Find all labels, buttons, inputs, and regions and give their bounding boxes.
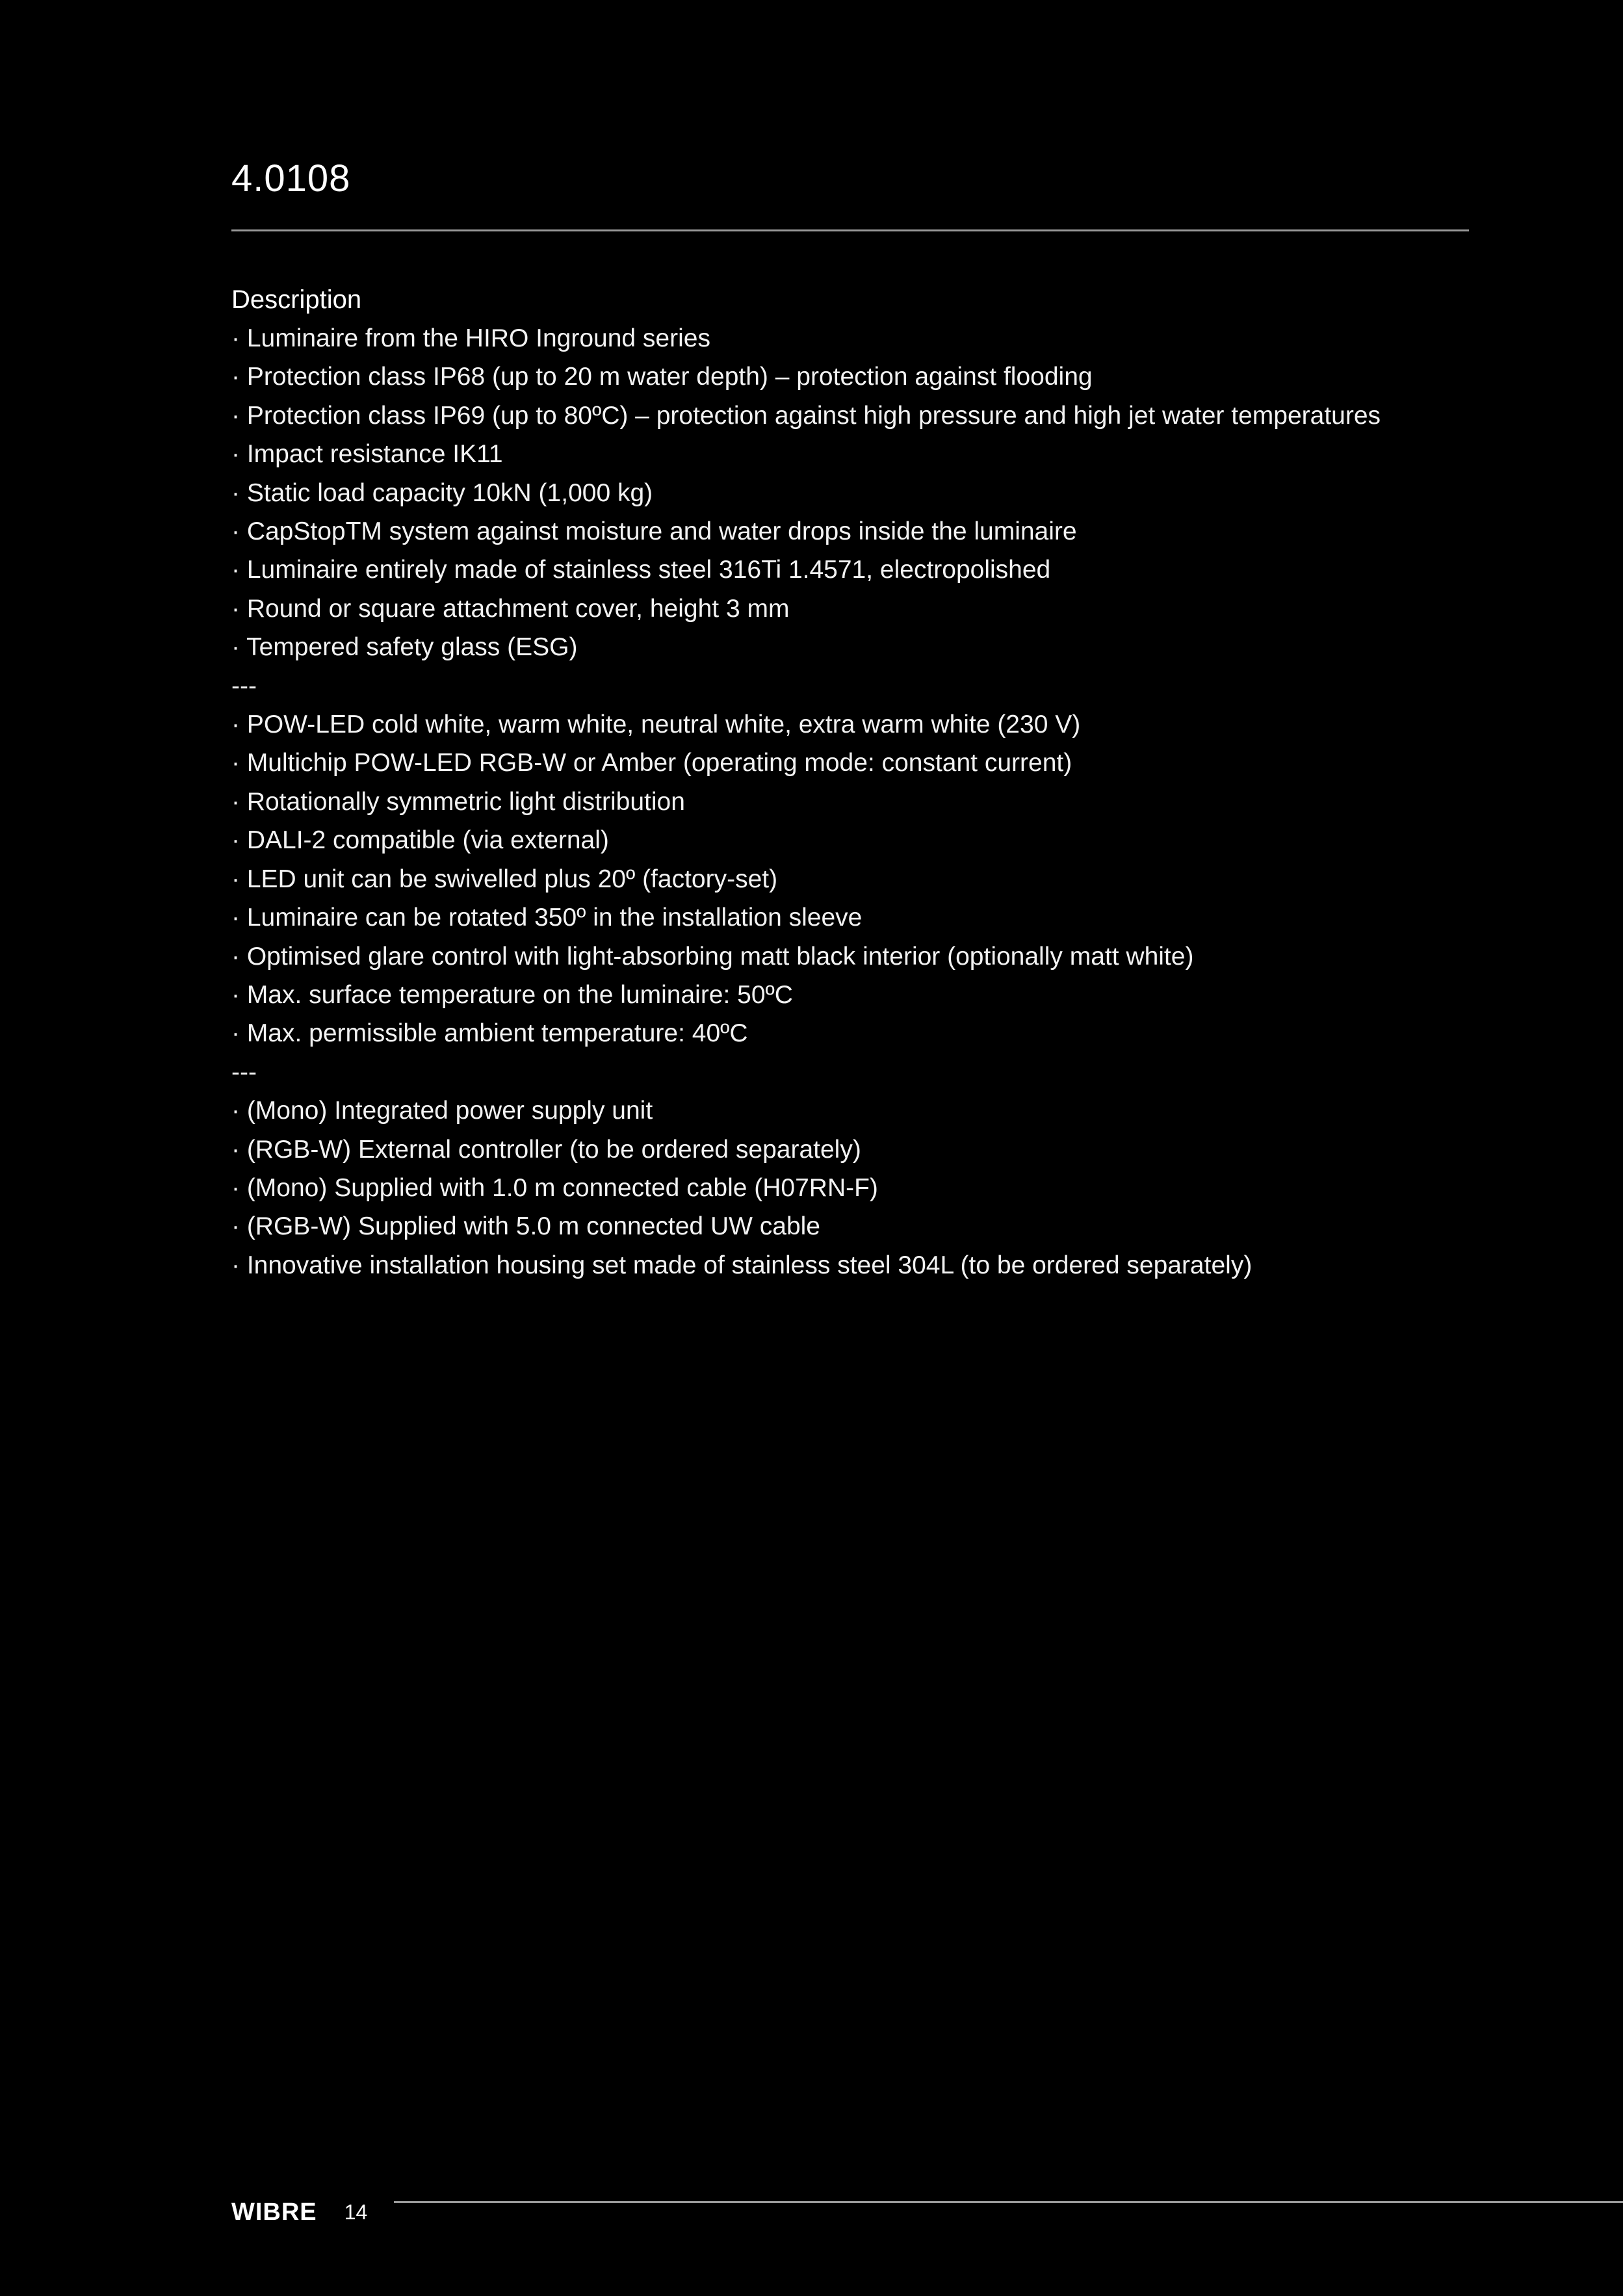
description-line: · Rotationally symmetric light distribution [231,787,685,816]
brand-logo: WIBRE [231,2198,317,2226]
description-line: · Luminaire entirely made of stainless steel 316Ti 1.4571, electropolished [231,556,1051,584]
description-line: · (RGB-W) External controller (to be ordered separately) [231,1135,861,1164]
description-list [231,319,1381,1285]
description-line: · Optimised glare control with light-absorbing matt black interior (optionally matt white) [231,942,1194,971]
header-divider [231,229,1469,231]
page-footer [231,2196,367,2228]
description-line: · Multichip POW-LED RGB-W or Amber (operating mode: constant current) [231,749,1072,777]
description-line: · LED unit can be swivelled plus 20º (factory-set) [231,865,778,893]
description-line: · DALI-2 compatible (via external) [231,826,609,855]
section-separator: --- [231,1058,257,1086]
description-line: · (Mono) Integrated power supply unit [231,1097,653,1125]
description-line: · (RGB-W) Supplied with 5.0 m connected UW cable [231,1212,820,1241]
description-line: · Impact resistance IK11 [231,440,503,469]
description-line: · POW-LED cold white, warm white, neutral white, extra warm white (230 V) [231,711,1081,739]
description-line: · Protection class IP68 (up to 20 m water depth) – protection against flooding [231,363,1093,391]
description-heading: Description [231,285,362,314]
description-line: · Tempered safety glass (ESG) [231,633,578,662]
description-line: · Luminaire from the HIRO Inground series [231,324,710,352]
description-line: · Protection class IP69 (up to 80ºC) – protection against high pressure and high jet water temperatures [231,401,1381,430]
description-line: · CapStopTM system against moisture and water drops inside the luminaire [231,517,1077,546]
description-line: · Static load capacity 10kN (1,000 kg) [231,478,653,507]
description-line: · Round or square attachment cover, height 3 mm [231,594,790,623]
section-separator: --- [231,672,257,700]
footer-divider [394,2201,1623,2203]
page-number: 14 [344,2200,368,2224]
description-line: · Luminaire can be rotated 350º in the installation sleeve [231,904,863,932]
description-line: · (Mono) Supplied with 1.0 m connected cable (H07RN-F) [231,1173,878,1202]
description-line: · Max. surface temperature on the luminaire: 50ºC [231,980,793,1009]
description-line: · Innovative installation housing set made of stainless steel 304L (to be ordered separately) [231,1251,1253,1279]
description-line: · Max. permissible ambient temperature: 40ºC [231,1019,748,1048]
product-code-title: 4.0108 [231,157,351,200]
